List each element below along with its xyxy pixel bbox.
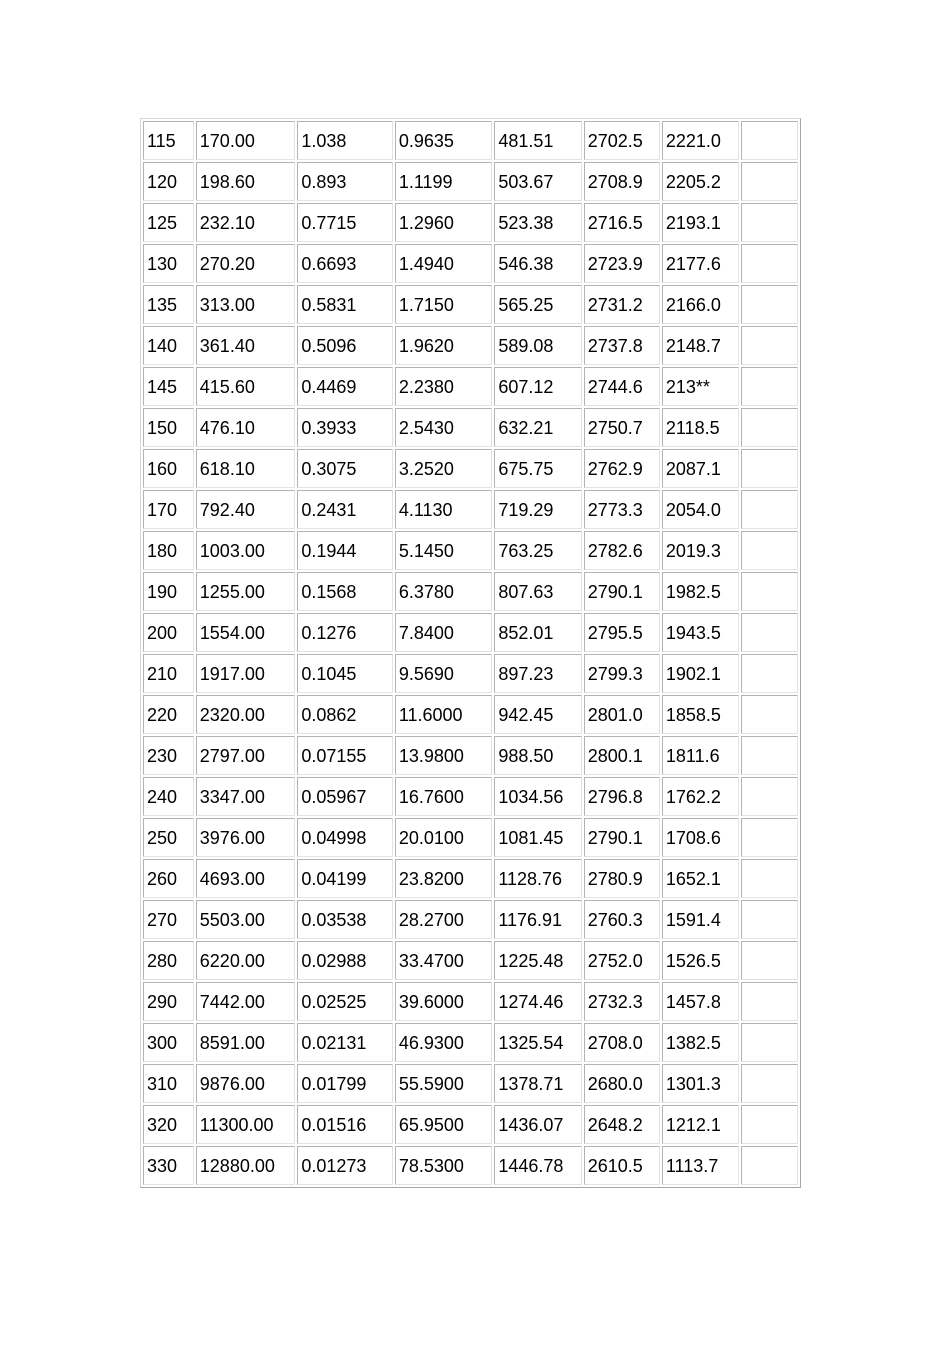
temperature-cell: 190 [143, 572, 194, 611]
vapor-enthalpy-cell: 2716.5 [584, 203, 660, 242]
liquid-enthalpy-cell: 807.63 [494, 572, 581, 611]
density-cell: 39.6000 [395, 982, 493, 1021]
specific-volume-cell: 0.2431 [297, 490, 392, 529]
empty-cell [741, 818, 798, 857]
latent-heat-cell: 1811.6 [662, 736, 739, 775]
latent-heat-cell: 1591.4 [662, 900, 739, 939]
density-cell: 46.9300 [395, 1023, 493, 1062]
latent-heat-cell: 2054.0 [662, 490, 739, 529]
temperature-cell: 150 [143, 408, 194, 447]
vapor-enthalpy-cell: 2702.5 [584, 121, 660, 160]
table-row [143, 654, 798, 693]
pressure-cell: 7442.00 [196, 982, 296, 1021]
vapor-enthalpy-cell: 2801.0 [584, 695, 660, 734]
specific-volume-cell: 0.3075 [297, 449, 392, 488]
liquid-enthalpy-cell: 1378.71 [494, 1064, 581, 1103]
pressure-cell: 3347.00 [196, 777, 296, 816]
vapor-enthalpy-cell: 2737.8 [584, 326, 660, 365]
specific-volume-cell: 0.1944 [297, 531, 392, 570]
latent-heat-cell: 2118.5 [662, 408, 739, 447]
latent-heat-cell: 2166.0 [662, 285, 739, 324]
temperature-cell: 115 [143, 121, 194, 160]
table-row [143, 326, 798, 365]
specific-volume-cell: 0.07155 [297, 736, 392, 775]
table-row [143, 1105, 798, 1144]
empty-cell [741, 367, 798, 406]
table-row [143, 859, 798, 898]
vapor-enthalpy-cell: 2800.1 [584, 736, 660, 775]
specific-volume-cell: 0.5831 [297, 285, 392, 324]
temperature-cell: 230 [143, 736, 194, 775]
pressure-cell: 1554.00 [196, 613, 296, 652]
latent-heat-cell: 1301.3 [662, 1064, 739, 1103]
liquid-enthalpy-cell: 503.67 [494, 162, 581, 201]
specific-volume-cell: 0.01799 [297, 1064, 392, 1103]
temperature-cell: 145 [143, 367, 194, 406]
empty-cell [741, 1023, 798, 1062]
density-cell: 0.9635 [395, 121, 493, 160]
table-row [143, 121, 798, 160]
latent-heat-cell: 213** [662, 367, 739, 406]
latent-heat-cell: 2193.1 [662, 203, 739, 242]
pressure-cell: 1255.00 [196, 572, 296, 611]
liquid-enthalpy-cell: 988.50 [494, 736, 581, 775]
specific-volume-cell: 0.02131 [297, 1023, 392, 1062]
latent-heat-cell: 2221.0 [662, 121, 739, 160]
liquid-enthalpy-cell: 565.25 [494, 285, 581, 324]
empty-cell [741, 490, 798, 529]
liquid-enthalpy-cell: 942.45 [494, 695, 581, 734]
vapor-enthalpy-cell: 2795.5 [584, 613, 660, 652]
density-cell: 2.2380 [395, 367, 493, 406]
temperature-cell: 200 [143, 613, 194, 652]
empty-cell [741, 203, 798, 242]
liquid-enthalpy-cell: 523.38 [494, 203, 581, 242]
temperature-cell: 140 [143, 326, 194, 365]
density-cell: 23.8200 [395, 859, 493, 898]
density-cell: 13.9800 [395, 736, 493, 775]
vapor-enthalpy-cell: 2790.1 [584, 572, 660, 611]
density-cell: 28.2700 [395, 900, 493, 939]
pressure-cell: 618.10 [196, 449, 296, 488]
liquid-enthalpy-cell: 589.08 [494, 326, 581, 365]
vapor-enthalpy-cell: 2750.7 [584, 408, 660, 447]
pressure-cell: 232.10 [196, 203, 296, 242]
vapor-enthalpy-cell: 2796.8 [584, 777, 660, 816]
empty-cell [741, 859, 798, 898]
pressure-cell: 476.10 [196, 408, 296, 447]
specific-volume-cell: 0.1276 [297, 613, 392, 652]
latent-heat-cell: 1943.5 [662, 613, 739, 652]
table-row [143, 695, 798, 734]
specific-volume-cell: 0.0862 [297, 695, 392, 734]
pressure-cell: 12880.00 [196, 1146, 296, 1185]
density-cell: 1.7150 [395, 285, 493, 324]
specific-volume-cell: 0.1045 [297, 654, 392, 693]
steam-property-table [140, 118, 801, 1188]
table-row [143, 900, 798, 939]
empty-cell [741, 900, 798, 939]
temperature-cell: 240 [143, 777, 194, 816]
density-cell: 2.5430 [395, 408, 493, 447]
temperature-cell: 250 [143, 818, 194, 857]
table-body [143, 121, 798, 1185]
temperature-cell: 210 [143, 654, 194, 693]
liquid-enthalpy-cell: 1176.91 [494, 900, 581, 939]
table-row [143, 613, 798, 652]
latent-heat-cell: 2019.3 [662, 531, 739, 570]
pressure-cell: 2320.00 [196, 695, 296, 734]
liquid-enthalpy-cell: 852.01 [494, 613, 581, 652]
liquid-enthalpy-cell: 675.75 [494, 449, 581, 488]
empty-cell [741, 654, 798, 693]
table-row [143, 777, 798, 816]
specific-volume-cell: 0.02525 [297, 982, 392, 1021]
pressure-cell: 792.40 [196, 490, 296, 529]
pressure-cell: 361.40 [196, 326, 296, 365]
vapor-enthalpy-cell: 2648.2 [584, 1105, 660, 1144]
density-cell: 4.1130 [395, 490, 493, 529]
vapor-enthalpy-cell: 2744.6 [584, 367, 660, 406]
vapor-enthalpy-cell: 2680.0 [584, 1064, 660, 1103]
table-row [143, 736, 798, 775]
temperature-cell: 300 [143, 1023, 194, 1062]
temperature-cell: 130 [143, 244, 194, 283]
pressure-cell: 170.00 [196, 121, 296, 160]
empty-cell [741, 326, 798, 365]
latent-heat-cell: 1762.2 [662, 777, 739, 816]
pressure-cell: 415.60 [196, 367, 296, 406]
empty-cell [741, 244, 798, 283]
liquid-enthalpy-cell: 607.12 [494, 367, 581, 406]
specific-volume-cell: 0.04199 [297, 859, 392, 898]
pressure-cell: 4693.00 [196, 859, 296, 898]
density-cell: 5.1450 [395, 531, 493, 570]
pressure-cell: 11300.00 [196, 1105, 296, 1144]
density-cell: 65.9500 [395, 1105, 493, 1144]
empty-cell [741, 121, 798, 160]
vapor-enthalpy-cell: 2731.2 [584, 285, 660, 324]
liquid-enthalpy-cell: 1081.45 [494, 818, 581, 857]
table-row [143, 162, 798, 201]
temperature-cell: 220 [143, 695, 194, 734]
latent-heat-cell: 1113.7 [662, 1146, 739, 1185]
temperature-cell: 330 [143, 1146, 194, 1185]
temperature-cell: 260 [143, 859, 194, 898]
temperature-cell: 135 [143, 285, 194, 324]
table-row [143, 449, 798, 488]
specific-volume-cell: 0.6693 [297, 244, 392, 283]
pressure-cell: 2797.00 [196, 736, 296, 775]
pressure-cell: 1003.00 [196, 531, 296, 570]
empty-cell [741, 1146, 798, 1185]
vapor-enthalpy-cell: 2799.3 [584, 654, 660, 693]
vapor-enthalpy-cell: 2762.9 [584, 449, 660, 488]
table-row [143, 408, 798, 447]
empty-cell [741, 982, 798, 1021]
table-row [143, 367, 798, 406]
vapor-enthalpy-cell: 2790.1 [584, 818, 660, 857]
empty-cell [741, 285, 798, 324]
empty-cell [741, 777, 798, 816]
latent-heat-cell: 1526.5 [662, 941, 739, 980]
specific-volume-cell: 0.5096 [297, 326, 392, 365]
latent-heat-cell: 2177.6 [662, 244, 739, 283]
density-cell: 20.0100 [395, 818, 493, 857]
temperature-cell: 290 [143, 982, 194, 1021]
empty-cell [741, 695, 798, 734]
liquid-enthalpy-cell: 719.29 [494, 490, 581, 529]
latent-heat-cell: 1382.5 [662, 1023, 739, 1062]
liquid-enthalpy-cell: 1225.48 [494, 941, 581, 980]
latent-heat-cell: 1902.1 [662, 654, 739, 693]
empty-cell [741, 531, 798, 570]
pressure-cell: 8591.00 [196, 1023, 296, 1062]
latent-heat-cell: 2148.7 [662, 326, 739, 365]
vapor-enthalpy-cell: 2708.9 [584, 162, 660, 201]
liquid-enthalpy-cell: 1325.54 [494, 1023, 581, 1062]
liquid-enthalpy-cell: 546.38 [494, 244, 581, 283]
empty-cell [741, 736, 798, 775]
table-row [143, 1064, 798, 1103]
liquid-enthalpy-cell: 1034.56 [494, 777, 581, 816]
density-cell: 55.5900 [395, 1064, 493, 1103]
density-cell: 1.9620 [395, 326, 493, 365]
vapor-enthalpy-cell: 2752.0 [584, 941, 660, 980]
table-row [143, 203, 798, 242]
specific-volume-cell: 1.038 [297, 121, 392, 160]
liquid-enthalpy-cell: 1446.78 [494, 1146, 581, 1185]
table-row [143, 285, 798, 324]
density-cell: 1.1199 [395, 162, 493, 201]
specific-volume-cell: 0.1568 [297, 572, 392, 611]
specific-volume-cell: 0.01516 [297, 1105, 392, 1144]
empty-cell [741, 572, 798, 611]
latent-heat-cell: 1212.1 [662, 1105, 739, 1144]
temperature-cell: 125 [143, 203, 194, 242]
pressure-cell: 1917.00 [196, 654, 296, 693]
pressure-cell: 3976.00 [196, 818, 296, 857]
specific-volume-cell: 0.04998 [297, 818, 392, 857]
empty-cell [741, 941, 798, 980]
latent-heat-cell: 2087.1 [662, 449, 739, 488]
specific-volume-cell: 0.05967 [297, 777, 392, 816]
table-row [143, 244, 798, 283]
table-row [143, 818, 798, 857]
density-cell: 1.2960 [395, 203, 493, 242]
specific-volume-cell: 0.7715 [297, 203, 392, 242]
liquid-enthalpy-cell: 632.21 [494, 408, 581, 447]
latent-heat-cell: 1652.1 [662, 859, 739, 898]
temperature-cell: 320 [143, 1105, 194, 1144]
table-row [143, 1023, 798, 1062]
liquid-enthalpy-cell: 897.23 [494, 654, 581, 693]
density-cell: 9.5690 [395, 654, 493, 693]
vapor-enthalpy-cell: 2782.6 [584, 531, 660, 570]
liquid-enthalpy-cell: 1128.76 [494, 859, 581, 898]
liquid-enthalpy-cell: 1436.07 [494, 1105, 581, 1144]
density-cell: 7.8400 [395, 613, 493, 652]
specific-volume-cell: 0.03538 [297, 900, 392, 939]
temperature-cell: 270 [143, 900, 194, 939]
table-row [143, 941, 798, 980]
table-row [143, 572, 798, 611]
specific-volume-cell: 0.3933 [297, 408, 392, 447]
vapor-enthalpy-cell: 2723.9 [584, 244, 660, 283]
liquid-enthalpy-cell: 763.25 [494, 531, 581, 570]
pressure-cell: 6220.00 [196, 941, 296, 980]
empty-cell [741, 1064, 798, 1103]
empty-cell [741, 449, 798, 488]
temperature-cell: 310 [143, 1064, 194, 1103]
pressure-cell: 5503.00 [196, 900, 296, 939]
specific-volume-cell: 0.01273 [297, 1146, 392, 1185]
density-cell: 3.2520 [395, 449, 493, 488]
table-row [143, 1146, 798, 1185]
latent-heat-cell: 1708.6 [662, 818, 739, 857]
pressure-cell: 313.00 [196, 285, 296, 324]
specific-volume-cell: 0.4469 [297, 367, 392, 406]
density-cell: 11.6000 [395, 695, 493, 734]
vapor-enthalpy-cell: 2773.3 [584, 490, 660, 529]
density-cell: 1.4940 [395, 244, 493, 283]
empty-cell [741, 1105, 798, 1144]
table-row [143, 982, 798, 1021]
specific-volume-cell: 0.893 [297, 162, 392, 201]
temperature-cell: 180 [143, 531, 194, 570]
density-cell: 16.7600 [395, 777, 493, 816]
empty-cell [741, 613, 798, 652]
density-cell: 33.4700 [395, 941, 493, 980]
temperature-cell: 170 [143, 490, 194, 529]
table-row [143, 490, 798, 529]
temperature-cell: 280 [143, 941, 194, 980]
latent-heat-cell: 1982.5 [662, 572, 739, 611]
pressure-cell: 198.60 [196, 162, 296, 201]
vapor-enthalpy-cell: 2780.9 [584, 859, 660, 898]
liquid-enthalpy-cell: 481.51 [494, 121, 581, 160]
specific-volume-cell: 0.02988 [297, 941, 392, 980]
vapor-enthalpy-cell: 2760.3 [584, 900, 660, 939]
vapor-enthalpy-cell: 2708.0 [584, 1023, 660, 1062]
latent-heat-cell: 2205.2 [662, 162, 739, 201]
temperature-cell: 120 [143, 162, 194, 201]
pressure-cell: 9876.00 [196, 1064, 296, 1103]
temperature-cell: 160 [143, 449, 194, 488]
density-cell: 78.5300 [395, 1146, 493, 1185]
table-row [143, 531, 798, 570]
vapor-enthalpy-cell: 2610.5 [584, 1146, 660, 1185]
liquid-enthalpy-cell: 1274.46 [494, 982, 581, 1021]
empty-cell [741, 408, 798, 447]
empty-cell [741, 162, 798, 201]
density-cell: 6.3780 [395, 572, 493, 611]
pressure-cell: 270.20 [196, 244, 296, 283]
latent-heat-cell: 1858.5 [662, 695, 739, 734]
vapor-enthalpy-cell: 2732.3 [584, 982, 660, 1021]
latent-heat-cell: 1457.8 [662, 982, 739, 1021]
